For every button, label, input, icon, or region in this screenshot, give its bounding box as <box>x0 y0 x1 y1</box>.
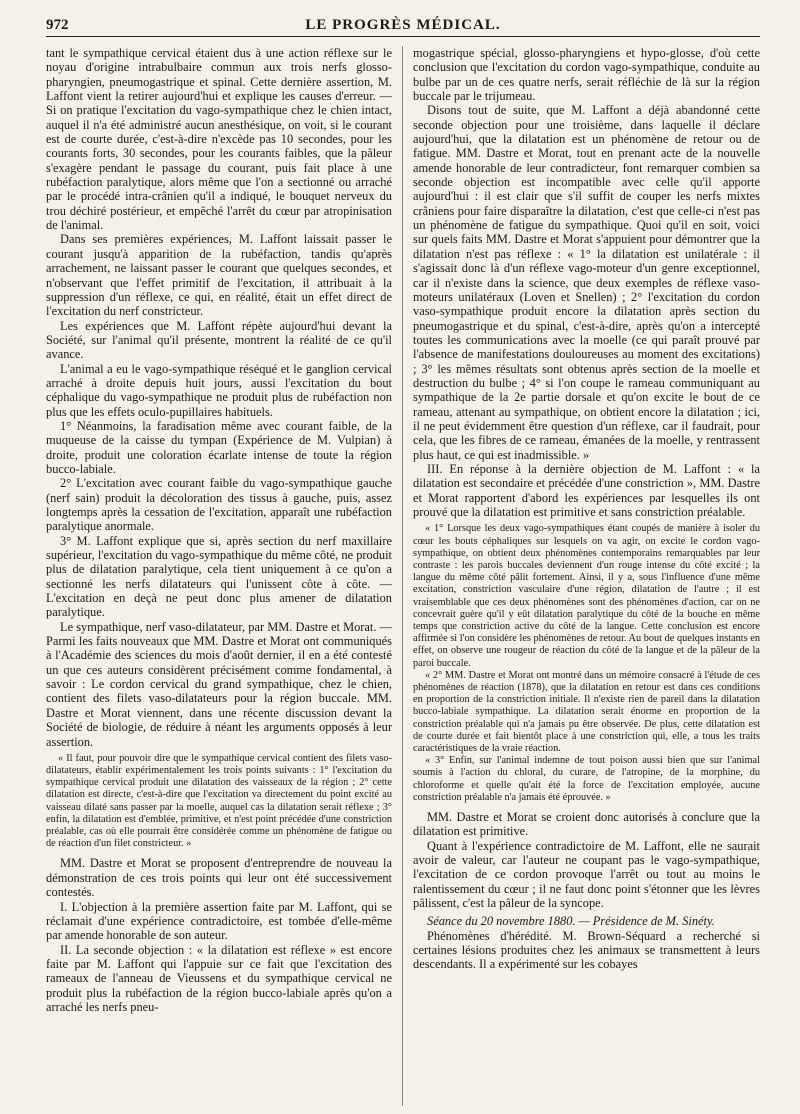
paragraph: 2° L'excitation avec courant faible du vago-sympathique gauche (nerf sain) produit la décoloration des tissus à gauche, puis, assez longtemps après la cessation de l'excitation, apparaît une rubéfaction paralytique anormale. <box>46 476 392 534</box>
paragraph: mogastrique spécial, glosso-pharyngiens et hypo-glosse, d'où cette conclusion que l'excitation du cordon vago-sympathique, conduite au bulbe par un de ces quatre nerfs, serait réfléchie de là sur la région buccale par le trijumeau. <box>413 46 760 104</box>
paragraph: Quant à l'expérience contradictoire de M. Laffont, elle ne saurait avoir de valeur, car l'auteur ne coupant pas le vago-sympathique, l'excitation de ce cordon provoque l'arrêt ou tout au moins le ralentissement du cœur ; il ne faut donc point s'étonner que les lèvres pâlissent, c'est la pâleur de la syncope. <box>413 838 760 911</box>
paragraph: 1° Néanmoins, la faradisation même avec courant faible, de la muqueuse de la caisse du tympan (Expérience de M. Vulpian) à droite, produit une coloration écarlate intense de toute la région bucco-labiale. <box>46 418 392 476</box>
left-column <box>46 46 403 1106</box>
page-header <box>46 14 760 37</box>
paragraph: Disons tout de suite, que M. Laffont a déjà abandonné cette seconde objection pour une troisième, dans laquelle il déclare aujourd'hui, que la dilatation est un phénomène de retour ou de fatigue. MM. Dastre et Morat, tout en prenant acte de la nouvelle amende honorable de leur contradicteur, font remarquer combien sa seconde objection est incompatible avec celle qu'il apporte aujourd'hui : il est clair que s'il suffit de couper les nerfs mixtes crâniens pour faire disparaître la dilatation, c'est que celle-ci n'est pas un phénomène de fatigue du sympathique. Quoi qu'il en soit, voici sur quels faits MM. Dastre et Morat s'appuient pour démontrer que la dilatation n'est pas réflexe : « 1° la dilatation est unilatérale : il s'agissait donc là d'un réflexe vago-moteur d'un genre exceptionnel, car il n'existe dans la science, que deux exemples de réflexe vaso-moteurs unilatéraux (Loven et Snellen) ; 2° l'excitation du cordon vaso-sympathique produit encore la dilatation après section du pneumogastrique et du spinal, c'est-à-dire, après qu'on a intercepté toutes les communications avec la moelle (ce qui paraît prouvé par l'absence de manifestations douloureuses au moment des excitations) ; 3° les mêmes résultats sont obtenus après section de la moelle et destruction du bulbe ; 4° si l'on coupe le rameau communiquant au sympathique de la 2e partie dorsale et qu'on excite le bout de ce rameau, attenant au sympathique, on obtient encore la dilatation ; ici, il ne peut évidemment être question d'un réflexe, car il faudrait, pour cela, que les fibres de ce rameau, émanées de la moelle, y rentrassent plus haut, ce qui est inadmissible. » <box>413 103 760 462</box>
paragraph: MM. Dastre et Morat se croient donc autorisés à conclure que la dilatation est primitive. <box>413 810 760 839</box>
session-heading: Séance du 20 novembre 1880. — Présidence de M. Sinéty. <box>427 914 715 929</box>
paragraph: L'animal a eu le vago-sympathique réséqué et le ganglion cervical arraché à droite depuis huit jours, aussi l'excitation du bout céphalique du vago-sympathique ne produit plus de rubéfaction non plus que les effets oculo-pupillaires habituels. <box>46 361 392 419</box>
paragraph: Le sympathique, nerf vaso-dilatateur, par MM. Dastre et Morat. — Parmi les faits nouveaux que MM. Dastre et Morat ont communiqués à l'Académie des sciences du mois d'août dernier, il en a été contesté un que ces auteurs considèrent précisément comme fondamental, à savoir : Le cordon cervical du grand sympathique, chez le chien, contient des filets vaso-dilatateurs pour la région buccale. MM. Dastre et Morat viennent, dans une récente discussion devant la Société de biologie, de réduire à néant les arguments opposés à leur assertion. <box>46 619 392 749</box>
paragraph: MM. Dastre et Morat se proposent d'entreprendre de nouveau la démonstration de ces trois points qui leur ont été successivement contestés. <box>46 856 392 900</box>
paragraph: Phénomènes d'hérédité. M. Brown-Séquard a recherché si certaines lésions produites chez les animaux se transmettent à leurs descendants. Il a expérimenté sur les cobayes <box>413 928 760 972</box>
quoted-note: « 3° Enfin, sur l'animal indemne de tout poison aussi bien que sur l'animal soumis à l'action du chloral, du curare, de l'atropine, de la morphine, du chloroforme et quelle qu'ait été la force de l'excitation employée, aucune constriction préalable n'a jamais été éprouvée. » <box>413 755 760 803</box>
paragraph: I. L'objection à la première assertion faite par M. Laffont, qui se réclamait d'une expérience contradictoire, est tombée d'elle-même par amende honorable de son auteur. <box>46 899 392 943</box>
page-number: 972 <box>46 16 69 33</box>
paragraph: II. La seconde objection : « la dilatation est réflexe » est encore faite par M. Laffont qui l'appuie sur ce fait que l'excitation des rameaux de l'anneau de Vieussens et du sympathique cervical ne produit plus la rubéfaction de la région bucco-labiale après qu'on a arraché les nerfs pneu- <box>46 942 392 1014</box>
right-column <box>403 46 760 1106</box>
paragraph: Dans ses premières expériences, M. Laffont laissait passer le courant jusqu'à apparition de la rubéfaction, tandis qu'après arrachement, ne laissant passer le courant que quelques secondes, et n'observant que l'effet primitif de l'excitation, il attribuait à la suppression d'un réflexe, ce qui, en réalité, était un effet direct de l'excitation du nerf constricteur. <box>46 232 392 319</box>
paragraph: tant le sympathique cervical étaient dus à une action réflexe sur le noyau d'origine intrabulbaire commun aux trois nerfs glosso-pharyngien, pneumogastrique et spinal. Cette dernière assertion, M. Laffont vient la retirer aujourd'hui et explique les causes d'erreur. — Si on pratique l'excitation du vago-sympathique chez le chien intact, auquel il n'a été administré aucun anesthésique, on voit, si le courant est de courte durée, c'est-à-dire n'excède pas 10 secondes, pour les courants forts, 30 secondes, pour les courants faibles, que la pâleur s'exagère pendant le passage du courant, puis fait place à une rubéfaction paralytique, alors même que l'on a sectionné ou arraché par le procédé intra-crânien qu'il a indiqué, le bouquet nerveux du trou déchiré postérieur, et empêché l'arrêt du cœur par atropinisation de l'animal. <box>46 46 392 233</box>
quoted-note: « 2° MM. Dastre et Morat ont montré dans un mémoire consacré à l'étude de ces phénomènes de réaction (1878), que la dilatation en retour est dans ces conditions en proportion de la constriction initiale. Il n'existe rien de pareil dans la dilatation bucco-labiale sympathique. La dilatation serait énorme en proportion de la constriction préalable qui n'a jamais pu être observée. De plus, cette dilatation est de courte durée et fait bientôt place à une constriction qui, elle, a tous les traits caractéristiques de la vraie réaction. <box>413 669 760 754</box>
quoted-note: « Il faut, pour pouvoir dire que le sympathique cervical contient des filets vaso-dilatateurs, établir expérimentalement les trois points suivants : 1° l'excitation du sympathique cervical produit une dilatation des vaisseaux de la région ; 2° cette dilatation est directe, c'est-à-dire que l'excitation va directement du point excité au vaisseau dilaté sans passer par la moelle, auquel cas la dilatation serait réflexe ; 3° enfin, la dilatation est d'emblée, primitive, et n'est point précédée d'une constriction préalable, cas où elle pourrait être considérée comme un phénomène de fatigue ou de réaction d'un filet constricteur. » <box>46 752 392 850</box>
paragraph: Les expériences que M. Laffont répète aujourd'hui devant la Société, sur l'animal qu'il présente, montrent la réalité de ce qu'il avance. <box>46 318 392 362</box>
journal-title: LE PROGRÈS MÉDICAL. <box>305 16 501 33</box>
quoted-note: « 1° Lorsque les deux vago-sympathiques étant coupés de manière à isoler du cœur les bouts céphaliques sur lesquels on va agir, on excite le cordon vago-sympathique, on obtient deux phénomènes contemporains remarquables par leur contraste : les parois buccales deviennent d'un rouge intense du côté excité ; la langue du même côté pâlit fortement. Ainsi, il y a, sous l'influence d'une même excitation, constriction vasculaire d'une région, dilatation de l'autre ; il est vraisemblable que ces deux phénomènes sont des phénomènes d'action, car on ne concevrait guère qu'il y eût dilatation paralytique du côté de la bouche en même temps que constriction active du côté de la langue. Cette conclusion est encore affirmée si l'on considère les phénomènes de retour. Au bout de quelques instants en effet, on observe une rougeur de réaction du côté de la langue et de la pâleur de la paroi buccale. <box>413 523 760 669</box>
text-columns <box>46 46 760 1106</box>
paragraph: III. En réponse à la dernière objection de M. Laffont : « la dilatation est secondaire et précédée d'une constriction », MM. Dastre et Morat rapportent d'abord les expériences par lesquelles ils ont prouvé que la dilatation est primitive et sans constriction préalable. <box>413 461 760 519</box>
paragraph: 3° M. Laffont explique que si, après section du nerf maxillaire supérieur, l'excitation du vago-sympathique du même côté, ne produit plus de dilatation paralytique, cela tient uniquement à ce qu'on a sectionné les nerfs dilatateurs qui l'unissent côte à côte. — L'excitation en deçà ne peut donc plus amener de dilatation paralytique. <box>46 533 392 620</box>
